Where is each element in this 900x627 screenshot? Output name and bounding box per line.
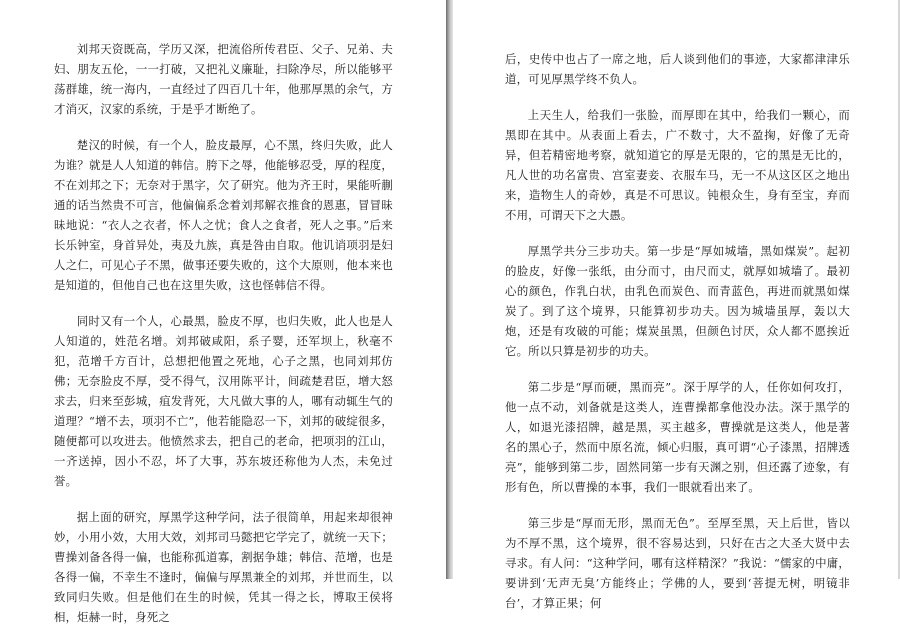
right-paragraph-3: 厚黑学共分三步功夫。第一步是“厚如城墙，黑如煤炭”。起初的脸皮，好像一张纸，由分而寸，由尺而丈，就厚如城墙了。最初心的颜色，作乳白状，由乳色而炭色、而青蓝色，再进而就黑如煤炭了。到了这个境界，只能算初步功夫。因为城墙虽厚，轰以大炮，还是有攻破的可能；煤炭虽黑，但颜色讨厌，众人都不愿挨近它。所以只算是初步的功夫。: [505, 244, 850, 358]
left-paragraph-2: 楚汉的时候，有一个人，脸皮最厚，心不黑，终归失败，此人为谁？就是人人知道的韩信。胯下之辱，他能够忍受，厚的程度，不在刘邦之下；无奈对于黑字，欠了研究。他为齐王时，果能听蒯通的话当然贵不可言，他偏偏系念着刘邦解衣推食的恩惠，冒冒昧昧地说：“衣人之衣者，怀人之忧；食人之食者，死人之事。”后来长乐钟室，身首异处，夷及九族，真是咎由自取。他讥诮项羽是妇人之仁，可见心子不黑，做事还要失败的，这个大原则，他本来也是知道的，但他自己也在这里失败，这也怪韩信不得。: [54, 138, 393, 292]
right-paragraph-5: 第三步是“厚而无形，黑而无色”。至厚至黑，天上后世，皆以为不厚不黑，这个境界，很不容易达到，只好在古之大圣大贤中去寻求。有人问：“这种学问，哪有这样精深？”我说：“儒家的中庸，要讲到‘无声无臭’方能终止；学佛的人，要到‘菩提无树，明镜非台’，才算正果；何: [505, 516, 850, 610]
left-page: [0, 0, 446, 624]
page-gutter: [446, 0, 453, 579]
right-paragraph-4: 第二步是“厚而硬，黑而亮”。深于厚学的人，任你如何攻打，他一点不动，刘备就是这类人，连曹操都拿他没办法。深于黑学的人，如退光漆招牌，越是黑，买主越多，曹操就是这类人，他是著名的黑心子，然而中原名流，倾心归服，真可谓“心子漆黑，招牌透亮”，能够到第二步，固然同第一步有天渊之别，但还露了迹象，有形有色，所以曹操的本事，我们一眼就看出来了。: [505, 380, 850, 494]
left-paragraph-3: 同时又有一个人，心最黑，脸皮不厚，也归失败，此人也是人人知道的，姓范名增。刘邦破咸阳，系子婴，还军坝上，秋毫不犯，范增千方百计，总想把他置之死地，心子之黑，也同刘邦仿佛；无奈脸皮不厚，受不得气，汉用陈平计，间疏楚君臣，增大怒求去，归来至彭城，疽发背死，大凡做大事的人，哪有动辄生气的道理？“增不去，项羽不亡”，他若能隐忍一下，刘邦的破绽很多，随便都可以攻进去。他愤然求去，把自己的老命，把项羽的江山，一齐送掉，因小不忍，坏了大事，苏东坡还称他为人杰，未免过誉。: [54, 314, 393, 488]
right-paragraph-1: 后，史传中也占了一席之地，后人谈到他们的事迹，大家都津津乐道，可见厚黑学终不负人。: [505, 52, 850, 86]
right-paragraph-2: 上天生人，给我们一张脸，而厚即在其中，给我们一颗心，而黑即在其中。从表面上看去，广不数寸，大不盈掬，好像了无奇异，但若精密地考察，就知道它的厚是无限的，它的黑是无比的，凡人世的功名富贵、宫室妻妾、衣服车马，无一不从这区区之地出来，造物生人的奇妙，真是不可思议。钝根众生，身有至宝，弃而不用，可谓天下之大愚。: [505, 108, 850, 222]
left-paragraph-4: 据上面的研究，厚黑学这种学问，法子很简单，用起来却很神妙，小用小效，大用大效，刘邦司马懿把它学完了，就统一天下；曹操刘备各得一偏，也能称孤道寡，割据争雄；韩信、范增，也是各得一偏，不幸生不逢时，偏偏与厚黑兼全的刘邦，并世而生，以致同归失败。但是他们在生的时候，凭其一得之长，博取王侯将相，炬赫一时，身死之: [54, 510, 393, 624]
left-paragraph-1: 刘邦天资既高，学历又深，把流俗所传君臣、父子、兄弟、夫妇、朋友五伦，一一打破，又把礼义廉耻，扫除净尽，所以能够平荡群雄，统一海内，一直经过了四百几十年，他那厚黑的余气，方才消灭，汉家的系统，于是乎才断绝了。: [54, 42, 393, 116]
right-page: [453, 0, 900, 610]
